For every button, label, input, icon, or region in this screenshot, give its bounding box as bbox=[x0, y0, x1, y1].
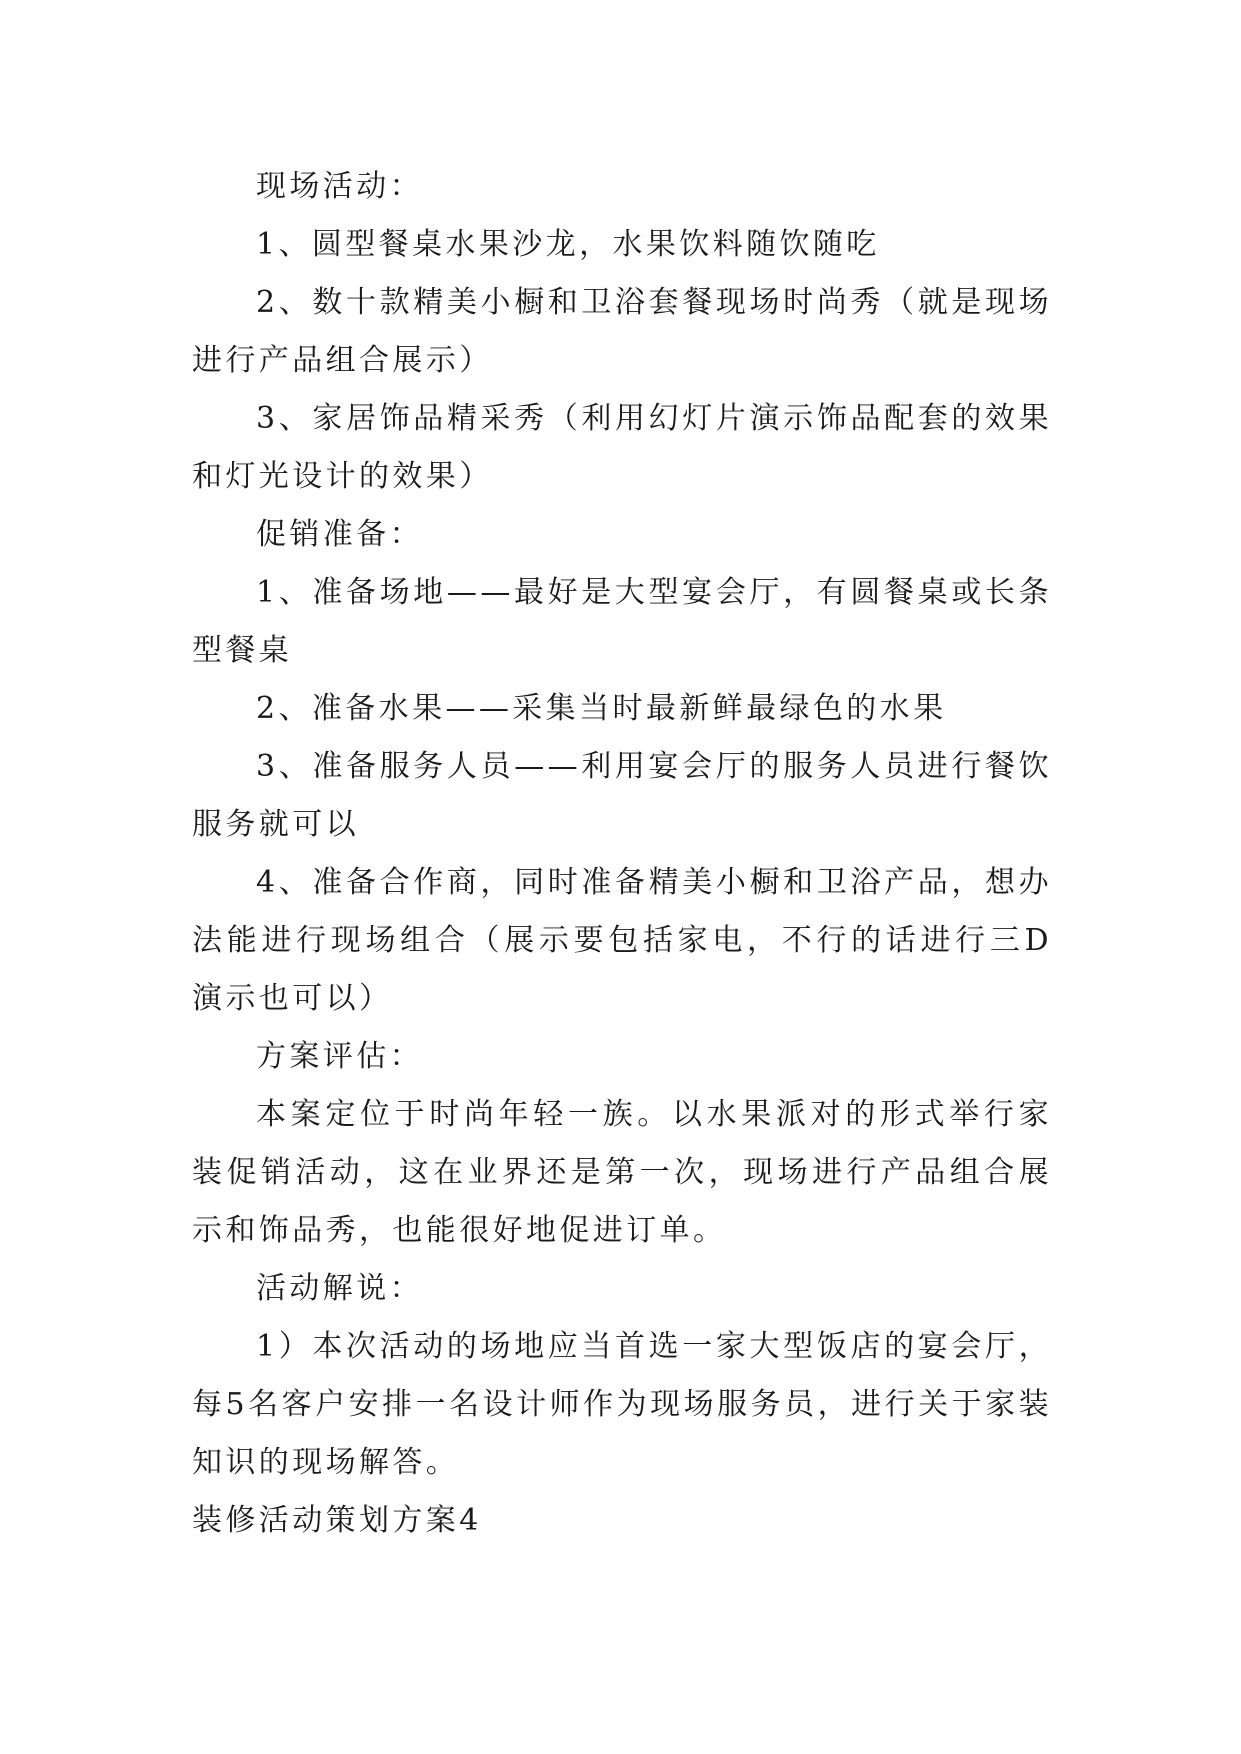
paragraph-prep-4: 4、准备合作商，同时准备精美小橱和卫浴产品，想办法能进行现场组合（展示要包括家电，不行的话进行三D演示也可以） bbox=[192, 865, 1052, 1016]
paragraph-item-2: 2、数十款精美小橱和卫浴套餐现场时尚秀（就是现场进行产品组合展示） bbox=[192, 285, 1052, 378]
paragraph-prep-3: 3、准备服务人员——利用宴会厅的服务人员进行餐饮服务就可以 bbox=[192, 749, 1052, 842]
paragraph-prep-2: 2、准备水果——采集当时最新鲜最绿色的水果 bbox=[256, 691, 947, 726]
paragraph-evaluation-heading: 方案评估： bbox=[256, 1039, 423, 1074]
paragraph-explanation-1: 1）本次活动的场地应当首选一家大型饭店的宴会厅，每5名客户安排一名设计师作为现场服务员，进行关于家装知识的现场解答。 bbox=[192, 1329, 1052, 1480]
paragraph-promotion-prep-heading: 促销准备： bbox=[256, 517, 423, 552]
document-body bbox=[192, 158, 1052, 1550]
paragraph-item-1: 1、圆型餐桌水果沙龙，水果饮料随饮随吃 bbox=[256, 227, 880, 262]
paragraph-explanation-heading: 活动解说： bbox=[256, 1271, 423, 1306]
paragraph-onsite-activities-heading: 现场活动： bbox=[256, 169, 423, 204]
section-heading: 装修活动策划方案4 bbox=[192, 1503, 482, 1538]
paragraph-item-3: 3、家居饰品精采秀（利用幻灯片演示饰品配套的效果和灯光设计的效果） bbox=[192, 401, 1052, 494]
paragraph-prep-1: 1、准备场地——最好是大型宴会厅，有圆餐桌或长条型餐桌 bbox=[192, 575, 1052, 668]
paragraph-evaluation-body: 本案定位于时尚年轻一族。以水果派对的形式举行家装促销活动，这在业界还是第一次，现场进行产品组合展示和饰品秀，也能很好地促进订单。 bbox=[192, 1097, 1052, 1248]
